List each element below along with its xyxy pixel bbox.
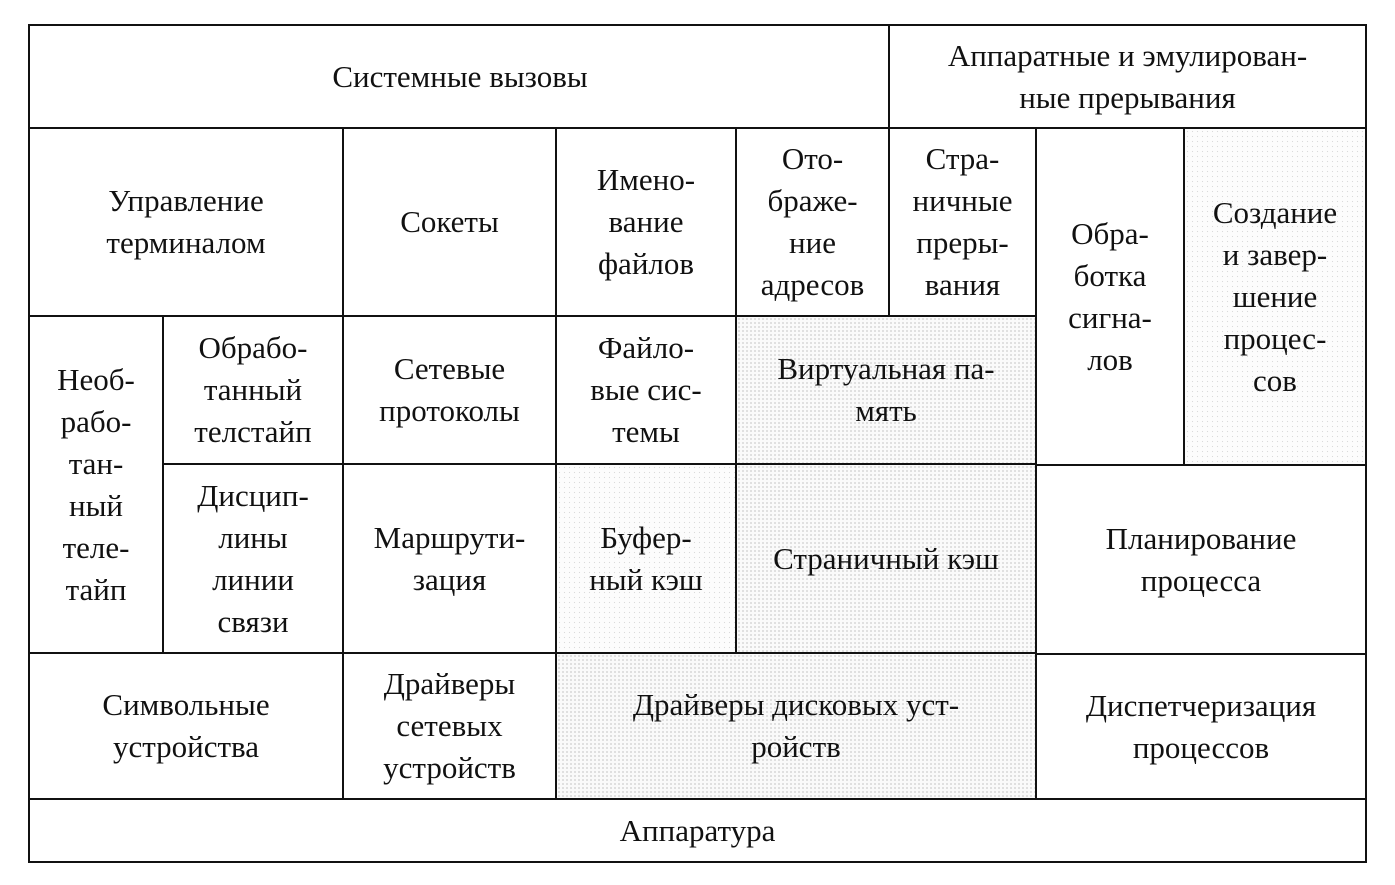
- cell-buffer-cache: [555, 463, 737, 654]
- label-interrupts: Аппаратные и эмулирован- ные прерывания: [947, 37, 1308, 115]
- cell-disk-drivers: [555, 652, 1037, 800]
- cell-network-protocols: [342, 315, 557, 465]
- label-page-cache: Страничный кэш: [773, 540, 999, 576]
- cell-interrupts: [888, 24, 1367, 129]
- label-hardware: Аппаратура: [619, 812, 776, 848]
- cell-file-systems: [555, 315, 737, 465]
- cell-signal-handling: [1035, 127, 1185, 466]
- cell-process-scheduling: [1035, 464, 1367, 655]
- label-address-mapping: Ото- браже- ние адресов: [760, 141, 865, 302]
- cell-raw-teletype: [28, 315, 164, 654]
- label-signal-handling: Обра- ботка сигна- лов: [1068, 215, 1152, 377]
- label-page-faults: Стра- ничные преры- вания: [912, 141, 1013, 302]
- cell-network-drivers: [342, 652, 557, 800]
- label-process-creation: Создание и завер- шение процес- сов: [1212, 194, 1338, 398]
- cell-address-mapping: [735, 127, 890, 317]
- cell-page-faults: [888, 127, 1037, 317]
- label-routing: Маршрути- зация: [373, 519, 526, 597]
- label-network-protocols: Сетевые протоколы: [379, 351, 520, 428]
- cell-char-devices: [28, 652, 344, 800]
- cell-process-dispatching: [1035, 653, 1367, 800]
- cell-cooked-teletype: [162, 315, 344, 465]
- label-network-drivers: Драйверы сетевых устройств: [383, 666, 516, 785]
- label-buffer-cache: Буфер- ный кэш: [589, 519, 703, 597]
- label-line-disciplines: Дисцип- лины линии связи: [197, 477, 309, 639]
- cell-routing: [342, 463, 557, 654]
- label-terminal-control: Управление терминалом: [106, 183, 266, 260]
- cell-hardware: [28, 798, 1367, 863]
- label-sockets: Сокеты: [400, 204, 499, 239]
- label-raw-teletype: Необ- рабо- тан- ный теле- тайп: [57, 361, 135, 607]
- label-process-scheduling: Планирование процесса: [1105, 520, 1297, 598]
- cell-virtual-memory: [735, 315, 1037, 465]
- cell-system-calls: [28, 24, 892, 129]
- label-disk-drivers: Драйверы дисковых уст- ройств: [632, 687, 960, 764]
- cell-page-cache: [735, 463, 1037, 654]
- label-cooked-teletype: Обрабо- танный телстайп: [194, 330, 312, 449]
- label-file-systems: Файло- вые сис- темы: [590, 330, 702, 449]
- cell-line-disciplines: [162, 463, 344, 654]
- label-file-naming: Имено- вание файлов: [596, 162, 696, 281]
- cell-terminal-control: [28, 127, 344, 317]
- label-process-dispatching: Диспетчеризация процессов: [1085, 687, 1317, 765]
- label-virtual-memory: Виртуальная па- мять: [777, 351, 995, 428]
- label-system-calls: Системные вызовы: [332, 58, 588, 94]
- cell-file-naming: [555, 127, 737, 317]
- label-char-devices: Символьные устройства: [102, 687, 270, 764]
- cell-process-creation: [1183, 127, 1367, 466]
- cell-sockets: [342, 127, 557, 317]
